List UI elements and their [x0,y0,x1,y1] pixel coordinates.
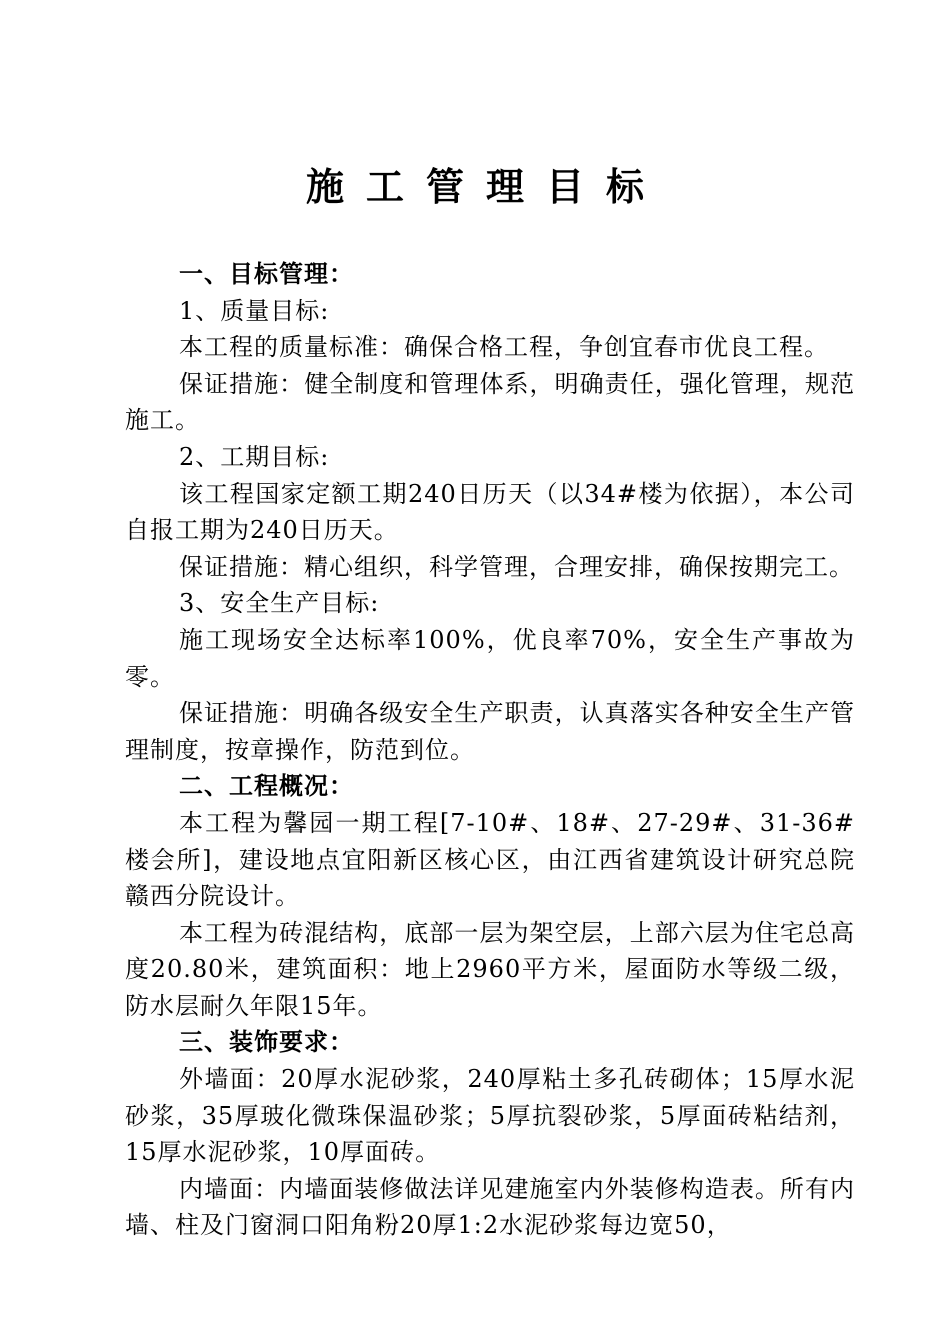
paragraph-project-structure: 本工程为砖混结构，底部一层为架空层，上部六层为住宅总高度20.80米，建筑面积：地上2960平方米，屋面防水等级二级，防水层耐久年限15年。 [125,918,855,1020]
paragraph-safety-rates: 施工现场安全达标率100%，优良率70%，安全生产事故为零。 [125,625,855,691]
paragraph-safety-measures: 保证措施：明确各级安全生产职责，认真落实各种安全生产管理制度，按章操作，防范到位。 [125,699,855,764]
page-title: 施工管理目标 [305,165,666,209]
paragraph-project-scope: 本工程为馨园一期工程[7-10#、18#、27-29#、31-36#楼会所]，建设地点宜阳新区核心区，由江西省建筑设计研究总院赣西分院设计。 [125,808,855,911]
section-heading-decoration: 三、装饰要求： [179,1028,354,1057]
paragraph-quality-standard: 本工程的质量标准：确保合格工程，争创宜春市优良工程。 [179,333,829,362]
paragraph-schedule-duration: 该工程国家定额工期240日历天（以34#楼为依据），本公司自报工期为240日历天。 [125,479,855,545]
document-body [125,256,855,1244]
section-heading-goal-management: 一、目标管理： [179,260,354,288]
subheading-schedule-goal: 2、工期目标: [179,442,330,471]
paragraph-schedule-measures: 保证措施：精心组织，科学管理，合理安排，确保按期完工。 [179,552,854,581]
paragraph-interior-wall: 内墙面：内墙面装修做法详见建施室内外装修构造表。所有内墙、柱及门窗洞口阳角粉20厚1:2水泥砂浆每边宽50， [125,1174,855,1240]
subheading-safety-goal: 3、安全生产目标: [179,589,380,618]
subheading-quality-goal: 1、质量目标: [179,296,330,325]
section-heading-project-overview: 二、工程概况： [179,772,354,801]
paragraph-exterior-wall: 外墙面：20厚水泥砂浆，240厚粘土多孔砖砌体；15厚水泥砂浆，35厚玻化微珠保温砂浆；5厚抗裂砂浆，5厚面砖粘结剂，15厚水泥砂浆，10厚面砖。 [125,1065,855,1167]
paragraph-quality-measures: 保证措施：健全制度和管理体系，明确责任，强化管理，规范施工。 [125,369,855,435]
